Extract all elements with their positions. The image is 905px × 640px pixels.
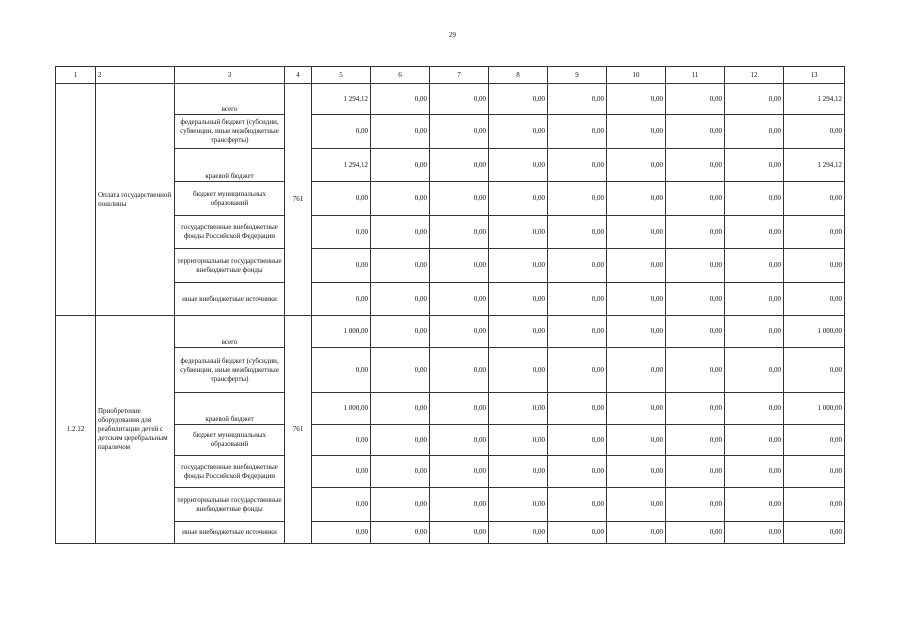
- table-row: [56, 149, 845, 182]
- value-cell: 0,00: [430, 393, 489, 425]
- value-cell: 0,00: [371, 348, 430, 393]
- funding-source-cell: бюджет муниципальных образований: [175, 182, 285, 216]
- header-cell: 2: [96, 67, 175, 84]
- value-cell: 0,00: [548, 393, 607, 425]
- activity-name-cell: Приобретение оборудования для реабилитации детей с детским церебральным параличом: [96, 316, 175, 544]
- value-cell: 0,00: [548, 348, 607, 393]
- value-cell: 0,00: [489, 84, 548, 115]
- value-cell: 0,00: [371, 149, 430, 182]
- table-row: [56, 115, 845, 149]
- value-cell: 0,00: [607, 348, 666, 393]
- header-cell: 1: [56, 67, 96, 84]
- funding-source-cell: иные внебюджетные источники: [175, 522, 285, 544]
- value-cell: 0,00: [725, 149, 784, 182]
- value-cell: 0,00: [666, 316, 725, 348]
- funding-source-cell: всего: [175, 316, 285, 348]
- header-cell: 6: [371, 67, 430, 84]
- table-row: [56, 456, 845, 488]
- value-cell: 0,00: [430, 182, 489, 216]
- value-cell: 0,00: [666, 115, 725, 149]
- value-cell: 1 000,00: [312, 393, 371, 425]
- table-row: [56, 316, 845, 348]
- value-cell: 0,00: [607, 115, 666, 149]
- value-cell: 0,00: [666, 283, 725, 316]
- value-cell: 0,00: [312, 522, 371, 544]
- value-cell: 0,00: [666, 249, 725, 283]
- value-cell: 0,00: [666, 216, 725, 249]
- value-cell: 0,00: [725, 84, 784, 115]
- value-cell: 0,00: [489, 425, 548, 456]
- value-cell: 0,00: [489, 316, 548, 348]
- funding-source-cell: федеральный бюджет (субсидии, субвенции, иные межбюджетные трансферты): [175, 348, 285, 393]
- value-cell: 0,00: [666, 84, 725, 115]
- value-cell: 0,00: [725, 115, 784, 149]
- value-cell: 0,00: [607, 488, 666, 522]
- header-cell: 9: [548, 67, 607, 84]
- value-cell: 0,00: [548, 488, 607, 522]
- agency-code-cell: 761: [285, 316, 312, 544]
- value-cell: 0,00: [666, 149, 725, 182]
- value-cell: 1 294,12: [784, 84, 845, 115]
- value-cell: 0,00: [312, 216, 371, 249]
- value-cell: 0,00: [784, 115, 845, 149]
- value-cell: 0,00: [784, 456, 845, 488]
- funding-source-cell: федеральный бюджет (субсидии, субвенции, иные межбюджетные трансферты): [175, 115, 285, 149]
- funding-source-cell: всего: [175, 84, 285, 115]
- value-cell: 0,00: [666, 456, 725, 488]
- value-cell: 0,00: [371, 522, 430, 544]
- value-cell: 0,00: [371, 316, 430, 348]
- value-cell: 0,00: [725, 348, 784, 393]
- value-cell: 0,00: [489, 393, 548, 425]
- value-cell: 0,00: [725, 456, 784, 488]
- table-row: [56, 216, 845, 249]
- value-cell: 0,00: [371, 488, 430, 522]
- value-cell: 0,00: [430, 283, 489, 316]
- value-cell: 0,00: [784, 249, 845, 283]
- value-cell: 0,00: [548, 149, 607, 182]
- table-row: [56, 393, 845, 425]
- value-cell: 0,00: [430, 348, 489, 393]
- value-cell: 0,00: [489, 522, 548, 544]
- value-cell: 0,00: [784, 182, 845, 216]
- value-cell: 0,00: [725, 182, 784, 216]
- agency-code-cell: 761: [285, 84, 312, 316]
- header-cell: 3: [175, 67, 285, 84]
- value-cell: 1 294,12: [312, 149, 371, 182]
- value-cell: 0,00: [607, 249, 666, 283]
- value-cell: 0,00: [784, 425, 845, 456]
- value-cell: 0,00: [430, 249, 489, 283]
- value-cell: 0,00: [666, 348, 725, 393]
- value-cell: 0,00: [666, 182, 725, 216]
- value-cell: 0,00: [548, 84, 607, 115]
- funding-source-cell: государственные внебюджетные фонды Российской Федерации: [175, 456, 285, 488]
- value-cell: 0,00: [607, 84, 666, 115]
- activity-name-cell: Оплата государственной пошлины: [96, 84, 175, 316]
- table-row: [56, 522, 845, 544]
- value-cell: 0,00: [548, 283, 607, 316]
- value-cell: 0,00: [548, 456, 607, 488]
- value-cell: 0,00: [607, 456, 666, 488]
- value-cell: 0,00: [489, 149, 548, 182]
- table-row: [56, 348, 845, 393]
- value-cell: 1 294,12: [312, 84, 371, 115]
- value-cell: 0,00: [430, 488, 489, 522]
- value-cell: 0,00: [430, 316, 489, 348]
- value-cell: 0,00: [430, 216, 489, 249]
- budget-table: [55, 66, 845, 544]
- value-cell: 0,00: [430, 522, 489, 544]
- value-cell: 0,00: [725, 488, 784, 522]
- value-cell: 0,00: [784, 348, 845, 393]
- value-cell: 0,00: [489, 249, 548, 283]
- value-cell: 0,00: [489, 488, 548, 522]
- header-cell: 12: [725, 67, 784, 84]
- value-cell: 0,00: [607, 216, 666, 249]
- value-cell: 1 000,00: [784, 393, 845, 425]
- value-cell: 0,00: [371, 456, 430, 488]
- value-cell: 0,00: [666, 393, 725, 425]
- value-cell: 0,00: [548, 522, 607, 544]
- value-cell: 0,00: [725, 393, 784, 425]
- value-cell: 0,00: [312, 456, 371, 488]
- value-cell: 0,00: [666, 488, 725, 522]
- table-row: [56, 182, 845, 216]
- value-cell: 0,00: [371, 283, 430, 316]
- value-cell: 0,00: [548, 216, 607, 249]
- value-cell: 0,00: [548, 115, 607, 149]
- value-cell: 0,00: [607, 522, 666, 544]
- value-cell: 0,00: [312, 348, 371, 393]
- funding-source-cell: бюджет муниципальных образований: [175, 425, 285, 456]
- value-cell: 0,00: [489, 348, 548, 393]
- table-row: [56, 84, 845, 115]
- value-cell: 0,00: [784, 283, 845, 316]
- value-cell: 0,00: [548, 182, 607, 216]
- row-number-cell: 1.2.12: [56, 316, 96, 544]
- value-cell: 1 000,00: [784, 316, 845, 348]
- value-cell: 0,00: [607, 182, 666, 216]
- value-cell: 0,00: [725, 216, 784, 249]
- value-cell: 0,00: [371, 393, 430, 425]
- value-cell: 0,00: [371, 425, 430, 456]
- value-cell: 0,00: [725, 425, 784, 456]
- value-cell: 0,00: [489, 216, 548, 249]
- funding-source-cell: территориальные государственные внебюджетные фонды: [175, 249, 285, 283]
- value-cell: 0,00: [784, 488, 845, 522]
- table-row: [56, 283, 845, 316]
- header-cell: 13: [784, 67, 845, 84]
- table-row: [56, 249, 845, 283]
- page-number: 29: [449, 31, 456, 39]
- table-row: [56, 425, 845, 456]
- value-cell: 0,00: [312, 249, 371, 283]
- value-cell: 1 294,12: [784, 149, 845, 182]
- value-cell: 0,00: [607, 316, 666, 348]
- value-cell: 1 000,00: [312, 316, 371, 348]
- value-cell: 0,00: [430, 425, 489, 456]
- value-cell: 0,00: [312, 488, 371, 522]
- header-cell: 10: [607, 67, 666, 84]
- value-cell: 0,00: [371, 249, 430, 283]
- value-cell: 0,00: [725, 249, 784, 283]
- value-cell: 0,00: [430, 115, 489, 149]
- row-number-cell: [56, 84, 96, 316]
- value-cell: 0,00: [312, 425, 371, 456]
- value-cell: 0,00: [725, 522, 784, 544]
- value-cell: 0,00: [607, 149, 666, 182]
- value-cell: 0,00: [607, 283, 666, 316]
- value-cell: 0,00: [430, 456, 489, 488]
- header-cell: 5: [312, 67, 371, 84]
- header-cell: 7: [430, 67, 489, 84]
- value-cell: 0,00: [548, 425, 607, 456]
- table-header-row: [56, 67, 845, 84]
- value-cell: 0,00: [371, 216, 430, 249]
- value-cell: 0,00: [371, 115, 430, 149]
- value-cell: 0,00: [607, 425, 666, 456]
- value-cell: 0,00: [725, 316, 784, 348]
- header-cell: 4: [285, 67, 312, 84]
- value-cell: 0,00: [548, 316, 607, 348]
- value-cell: 0,00: [371, 182, 430, 216]
- value-cell: 0,00: [489, 283, 548, 316]
- funding-source-cell: государственные внебюджетные фонды Российской Федерации: [175, 216, 285, 249]
- value-cell: 0,00: [489, 182, 548, 216]
- value-cell: 0,00: [312, 182, 371, 216]
- header-cell: 11: [666, 67, 725, 84]
- value-cell: 0,00: [489, 456, 548, 488]
- value-cell: 0,00: [312, 283, 371, 316]
- header-cell: 8: [489, 67, 548, 84]
- value-cell: 0,00: [666, 425, 725, 456]
- value-cell: 0,00: [725, 283, 784, 316]
- value-cell: 0,00: [430, 84, 489, 115]
- funding-source-cell: территориальные государственные внебюджетные фонды: [175, 488, 285, 522]
- funding-source-cell: краевой бюджет: [175, 393, 285, 425]
- value-cell: 0,00: [666, 522, 725, 544]
- value-cell: 0,00: [312, 115, 371, 149]
- funding-source-cell: иные внебюджетные источники: [175, 283, 285, 316]
- value-cell: 0,00: [489, 115, 548, 149]
- table-row: [56, 488, 845, 522]
- value-cell: 0,00: [784, 522, 845, 544]
- value-cell: 0,00: [371, 84, 430, 115]
- value-cell: 0,00: [784, 216, 845, 249]
- funding-source-cell: краевой бюджет: [175, 149, 285, 182]
- value-cell: 0,00: [430, 149, 489, 182]
- value-cell: 0,00: [548, 249, 607, 283]
- value-cell: 0,00: [607, 393, 666, 425]
